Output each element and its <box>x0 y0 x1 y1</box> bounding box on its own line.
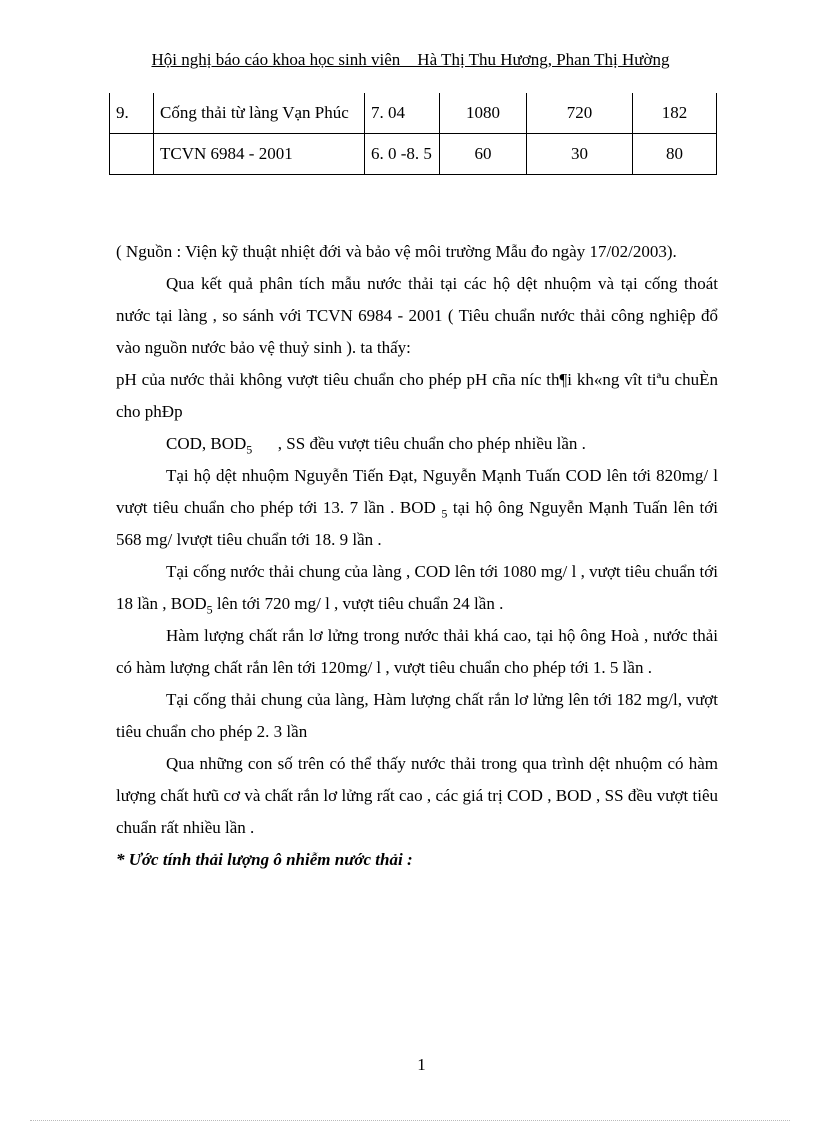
subscript: 5 <box>206 602 213 617</box>
source-note: ( Nguồn : Viện kỹ thuật nhiệt đới và bảo vệ môi trường Mẫu đo ngày 17/02/2003). <box>116 242 677 261</box>
text-run: Tại cống nước thải chung của làng , COD lên tới 1080 mg/ l , vượt tiêu chuẩn tới 18 lần , BOD <box>116 562 718 613</box>
body-text <box>116 236 718 876</box>
text-run: tại hộ ông Nguyễn Mạnh Tuấn lên tới 568 mg/ lvượt tiêu chuẩn tới 18. 9 lần . <box>116 498 718 549</box>
table-row <box>110 93 717 134</box>
cell-ph: 6. 0 -8. 5 <box>365 134 440 175</box>
subscript: 5 <box>246 442 253 457</box>
cell-name: TCVN 6984 - 2001 <box>154 134 365 175</box>
cell-bod: 720 <box>527 93 633 134</box>
table-row <box>110 134 717 175</box>
cell-bod: 30 <box>527 134 633 175</box>
cell-ph: 7. 04 <box>365 93 440 134</box>
cell-no <box>110 134 154 175</box>
text-run: COD, BOD <box>166 434 247 453</box>
text-run: lên tới 720 mg/ l , vượt tiêu chuẩn 24 lần . <box>212 594 504 613</box>
paragraph: Qua kết quả phân tích mẫu nước thải tại các hộ dệt nhuộm và tại cống thoát nước tại làng , so sánh với TCVN 6984 - 2001 ( Tiêu chuẩn nước thải công nghiệp đổ vào nguồn nước bảo vệ thuỷ sinh ). ta thấy: <box>116 274 718 357</box>
section-heading: * Ước tính thải lượng ô nhiễm nước thải : <box>116 850 413 869</box>
cell-no: 9. <box>110 93 154 134</box>
paragraph: Qua những con số trên có thể thấy nước thải trong qua trình dệt nhuộm có hàm lượng chất hưũ cơ và chất rắn lơ lửng rất cao , các giá trị COD , BOD , SS đều vượt tiêu chuẩn rất nhiều lần . <box>116 754 718 837</box>
results-table <box>109 93 717 175</box>
cell-ss: 80 <box>633 134 717 175</box>
text-run: Tại hộ dệt nhuộm Nguyễn Tiến Đạt, Nguyễn Mạnh Tuấn COD lên tới 820mg/ l vượt tiêu chuẩn cho phép tới 13. 7 lần . BOD <box>116 466 718 517</box>
paragraph: Tại cống thải chung của làng, Hàm lượng chất rắn lơ lửng lên tới 182 mg/l, vượt tiêu chuẩn cho phép 2. 3 lần <box>116 690 718 741</box>
cell-name: Cống thải từ làng Vạn Phúc <box>154 93 365 134</box>
paragraph <box>116 460 718 556</box>
cell-cod: 60 <box>440 134 527 175</box>
page-bottom-divider <box>30 1120 790 1121</box>
cell-ss: 182 <box>633 93 717 134</box>
page-header: Hội nghị báo cáo khoa học sinh viên _ Hà Thị Thu Hương, Phan Thị Hường <box>151 50 670 69</box>
paragraph: Hàm lượng chất rắn lơ lửng trong nước thải khá cao, tại hộ ông Hoà , nước thải có hàm lượng chất rắn lên tới 120mg/ l , vượt tiêu chuẩn cho phép tới 1. 5 lần . <box>116 626 718 677</box>
text-run: , SS đều vượt tiêu chuẩn cho phép nhiều lần . <box>252 434 586 453</box>
cell-cod: 1080 <box>440 93 527 134</box>
page-number: 1 <box>417 1055 426 1074</box>
paragraph <box>116 428 718 460</box>
paragraph: pH của nước thải không vượt tiêu chuẩn cho phép pH cña níc th¶i kh«ng vît tiªu chuÈn cho phÐp <box>116 370 718 421</box>
paragraph <box>116 556 718 620</box>
subscript: 5 <box>441 506 448 521</box>
